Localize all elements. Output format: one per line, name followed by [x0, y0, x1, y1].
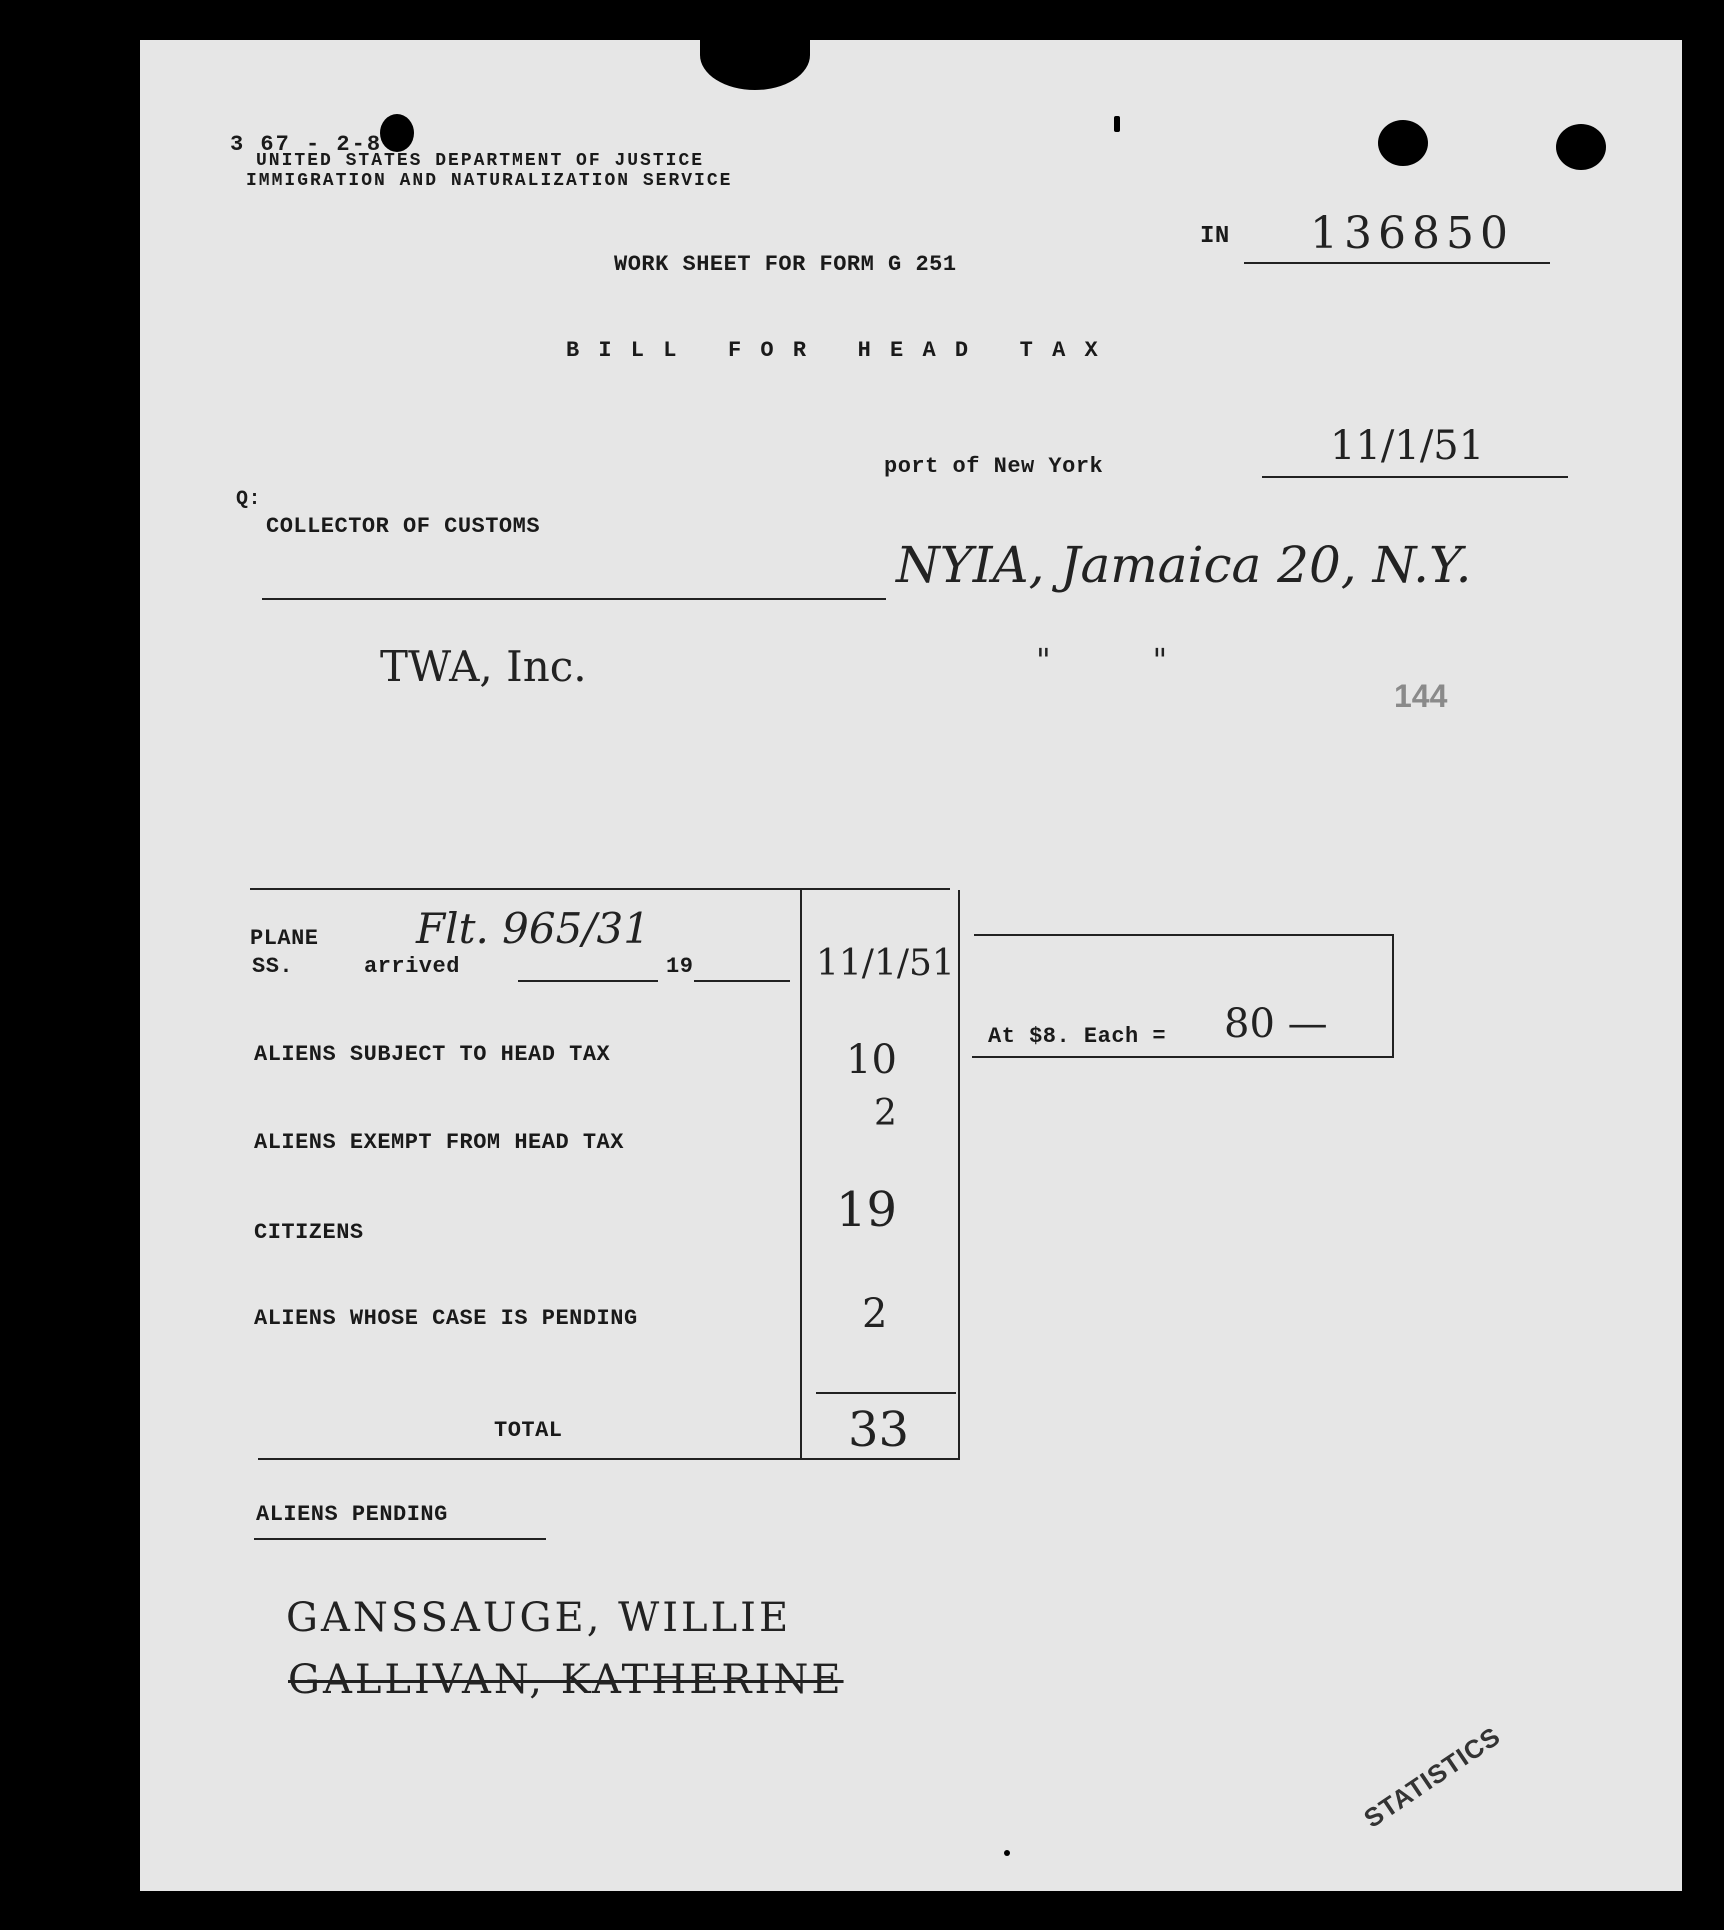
row-label-exempt: ALIENS EXEMPT FROM HEAD TAX — [254, 1130, 624, 1155]
arrival-date-handwritten: 11/1/51 — [816, 943, 955, 984]
ss-label: SS. — [252, 954, 294, 979]
arrived-label: arrived — [364, 954, 460, 979]
worksheet-title: WORK SHEET FOR FORM G 251 — [614, 252, 957, 277]
arrived-date-line — [518, 980, 658, 982]
bill-title: B I L L F O R H E A D T A X — [566, 338, 1101, 363]
total-rule — [816, 1392, 956, 1394]
statistics-stamp: STATISTICS — [1358, 1720, 1506, 1834]
form-number: 3 67 - 2-8 — [230, 132, 383, 157]
rate-box-bottom — [972, 1056, 1394, 1058]
speck — [1004, 1850, 1010, 1856]
punch-hole — [1556, 124, 1606, 170]
row-label-pending: ALIENS WHOSE CASE IS PENDING — [254, 1306, 638, 1331]
pending-heading: ALIENS PENDING — [256, 1502, 448, 1527]
row-label-citizens: CITIZENS — [254, 1220, 364, 1245]
row-value-citizens: 19 — [836, 1182, 898, 1238]
to-label: Q: — [236, 488, 262, 511]
ditto-marks: " " — [1036, 641, 1168, 679]
rate-label: At $8. Each = — [988, 1024, 1167, 1049]
year-prefix: 19 — [666, 954, 694, 979]
pending-name-2-struck: GALLIVAN, KATHERINE — [288, 1657, 844, 1703]
year-line — [694, 980, 790, 982]
table-bottom-line — [258, 1458, 960, 1460]
table-divider-right — [958, 890, 960, 1458]
in-label: IN — [1200, 223, 1230, 250]
port-date-underline — [1262, 476, 1568, 478]
stamp-number: 144 — [1394, 678, 1448, 714]
plane-label: PLANE — [250, 926, 319, 951]
row-label-subject: ALIENS SUBJECT TO HEAD TAX — [254, 1042, 611, 1067]
row-value-subject: 10 — [846, 1037, 897, 1083]
rate-box-top — [974, 934, 1394, 936]
table-top-line — [250, 888, 950, 890]
agency-line-2: IMMIGRATION AND NATURALIZATION SERVICE — [246, 171, 733, 191]
pending-heading-underline — [254, 1538, 546, 1540]
location-handwritten: NYIA, Jamaica 20, N.Y. — [896, 536, 1472, 594]
speck — [1114, 116, 1120, 132]
in-number-underline — [1244, 262, 1550, 264]
punch-hole — [380, 114, 414, 152]
in-number: 136850 — [1310, 208, 1514, 259]
pending-name-1: GANSSAUGE, WILLIE — [286, 1595, 792, 1641]
total-label: TOTAL — [494, 1418, 563, 1443]
row-value-pending: 2 — [862, 1291, 888, 1337]
row-value-exempt: 2 — [874, 1093, 897, 1134]
total-value: 33 — [848, 1402, 910, 1458]
rate-box-right — [1392, 934, 1394, 1058]
flight-handwritten: Flt. 965/31 — [416, 904, 650, 953]
torn-edge — [700, 20, 810, 90]
collector-label: COLLECTOR OF CUSTOMS — [266, 514, 541, 539]
collector-underline — [262, 598, 886, 600]
port-date: 11/1/51 — [1330, 423, 1485, 469]
rate-amount: 80 — — [1224, 1001, 1328, 1047]
punch-hole — [1378, 120, 1428, 166]
port-label: port of New York — [884, 454, 1104, 479]
carrier-handwritten: TWA, Inc. — [380, 642, 587, 691]
document-page — [140, 40, 1682, 1891]
agency-line-1: UNITED STATES DEPARTMENT OF JUSTICE — [256, 151, 705, 171]
table-divider-left — [800, 890, 802, 1458]
